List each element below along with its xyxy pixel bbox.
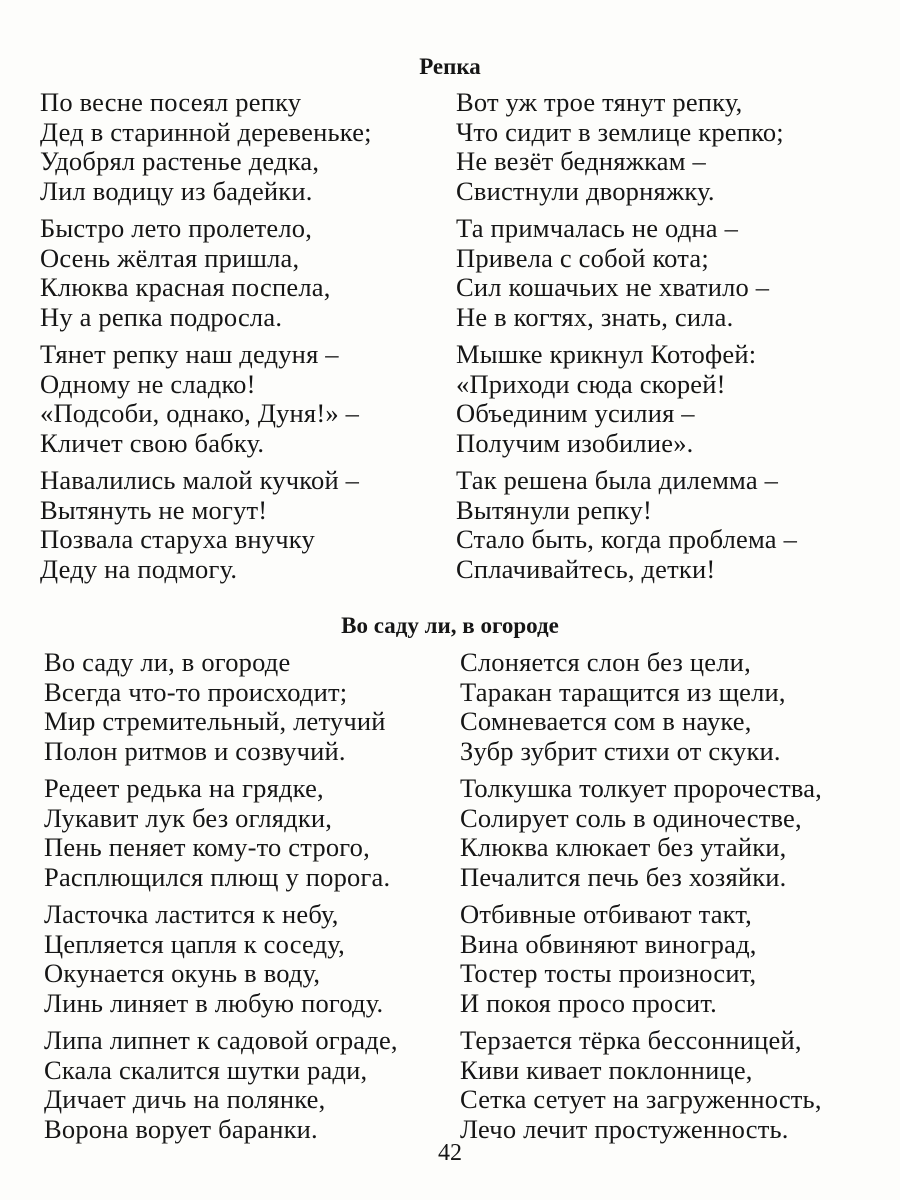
verse-line: Клюква красная поспела, [40,272,331,302]
stanza [456,466,876,584]
verse-line: Сплачивайтесь, детки! [456,553,716,584]
verse-line: Быстро лето пролетело, [40,213,313,243]
verse-line: Что сидит в землице крепко; [456,116,784,147]
verse-line: Тянет репку наш дедуня – [40,339,339,369]
verse-line: Дичает дичь на полянке, [44,1084,326,1114]
verse-line: Удобрял растенье дедка, [40,146,320,176]
stanza [40,466,460,584]
verse-line: Стало быть, когда проблема – [456,524,798,554]
stanza [40,88,460,206]
verse-line: Деду на подмогу. [40,553,238,584]
verse-line: Мир стремительный, летучий [44,706,386,736]
verse-line: Линь линяет в любую погоду. [44,987,384,1018]
verse-line: Привела с собой кота; [456,242,709,273]
verse-line: Отбивные отбивают такт, [460,899,752,929]
verse-line: Скала скалится шутки ради, [44,1054,368,1085]
verse-line: Не везёт бедняжкам – [456,146,706,176]
verse-line: Расплющился плющ у порога. [44,861,391,892]
verse-line: Солирует соль в одиночестве, [460,802,802,833]
stanza [44,900,464,1018]
verse-line: Таракан таращится из щели, [460,676,786,707]
poem-vo-sadu-right-column [460,648,880,1152]
stanza [460,774,880,892]
verse-line: Сетка сетует на загруженность, [460,1084,822,1114]
verse-line: Позвала старуха внучку [40,524,315,554]
verse-line: Ласточка ластится к небу, [44,899,339,929]
verse-line: Вот уж трое тянут репку, [456,87,743,117]
poem-repka-left-column [40,88,460,592]
verse-line: Кличет свою бабку. [40,427,265,458]
stanza [44,774,464,892]
verse-line: Получим изобилие». [456,427,694,458]
verse-line: По весне посеял репку [40,87,302,117]
stanza [460,1026,880,1144]
verse-line: Зубр зубрит стихи от скуки. [460,735,781,766]
verse-line: Печалится печь без хозяйки. [460,861,787,892]
verse-line: Объединим усилия – [456,398,695,428]
verse-line: Свистнули дворняжку. [456,175,715,206]
verse-line: Лечо лечит простуженность. [460,1113,789,1144]
stanza [44,648,464,766]
verse-line: Тостер тосты произносит, [460,958,757,988]
verse-line: Ворона ворует баранки. [44,1113,318,1144]
verse-line: Липа липнет к садовой ограде, [44,1025,398,1055]
verse-line: Навалились малой кучкой – [40,465,360,495]
verse-line: Терзается тёрка бессонницей, [460,1025,802,1055]
verse-line: Толкушка толкует пророчества, [460,773,822,803]
verse-line: Ну а репка подросла. [40,301,283,332]
verse-line: Пень пеняет кому-то строго, [44,832,370,862]
verse-line: Редеет редька на грядке, [44,773,324,803]
verse-line: Вытянуть не могут! [40,494,268,525]
verse-line: Цепляется цапля к соседу, [44,928,345,959]
verse-line: «Приходи сюда скорей! [456,368,726,399]
poem-title-vo-sadu: Во саду ли, в огороде [341,613,559,638]
page-number: 42 [438,1140,462,1166]
verse-line: Та примчалась не одна – [456,213,739,243]
verse-line: Клюква клюкает без утайки, [460,832,787,862]
stanza [40,340,460,458]
verse-line: Сомневается сом в науке, [460,706,752,736]
verse-line: Не в когтях, знать, сила. [456,301,734,332]
verse-line: Осень жёлтая пришла, [40,242,300,273]
verse-line: Киви кивает поклоннице, [460,1054,753,1085]
verse-line: Во саду ли, в огороде [44,647,291,677]
verse-line: Мышке крикнул Котофей: [456,339,757,369]
poem-title-repka: Репка [419,54,481,79]
verse-line: «Подсоби, однако, Дуня!» – [40,398,360,428]
stanza [460,900,880,1018]
verse-line: Полон ритмов и созвучий. [44,735,346,766]
stanza [44,1026,464,1144]
stanza [456,88,876,206]
verse-line: Лил водицу из бадейки. [40,175,313,206]
verse-line: Всегда что-то происходит; [44,676,348,707]
poem-vo-sadu-left-column [44,648,464,1152]
stanza [456,340,876,458]
stanza [40,214,460,332]
verse-line: Сил кошачьих не хватило – [456,272,770,302]
poem-repka-right-column [456,88,876,592]
stanza [456,214,876,332]
verse-line: Слоняется слон без цели, [460,647,751,677]
stanza [460,648,880,766]
verse-line: Так решена была дилемма – [456,465,779,495]
verse-line: Лукавит лук без оглядки, [44,802,333,833]
verse-line: Окунается окунь в воду, [44,958,321,988]
verse-line: Вытянули репку! [456,494,652,525]
verse-line: Дед в старинной деревеньке; [40,116,372,147]
verse-line: И покоя просо просит. [460,987,717,1018]
verse-line: Одному не сладко! [40,368,256,399]
verse-line: Вина обвиняют виноград, [460,928,757,959]
